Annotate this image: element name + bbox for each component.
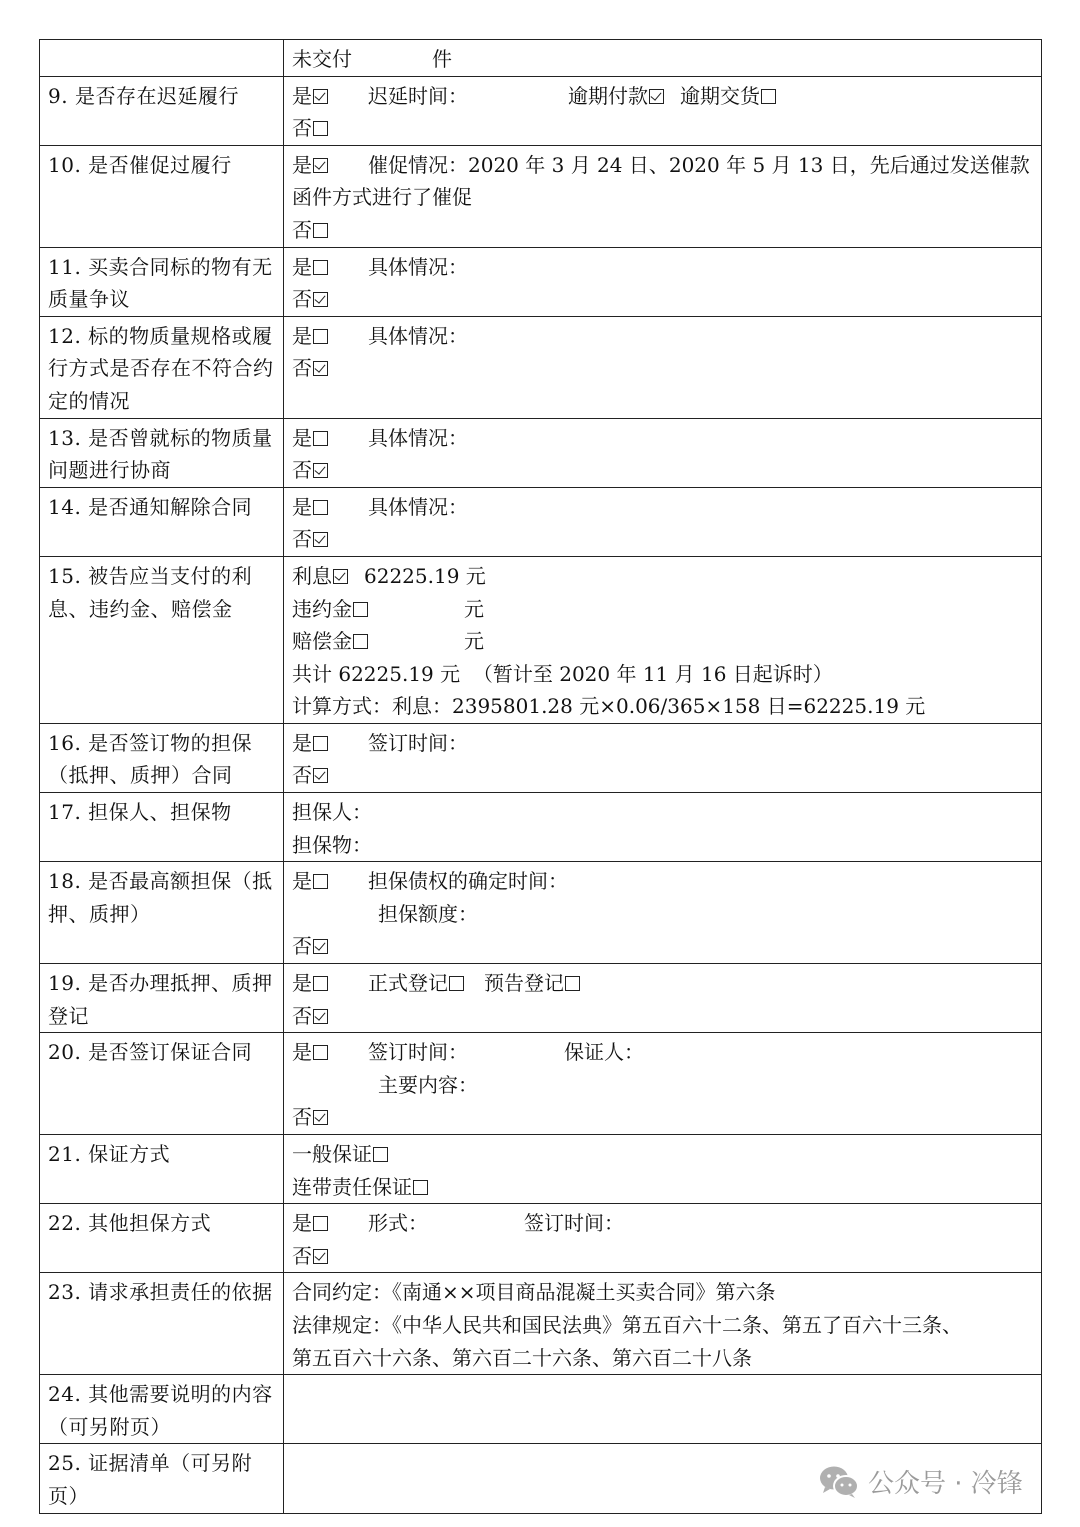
content-text: 具体情况： <box>368 425 468 450</box>
checked-box-icon[interactable] <box>313 1249 328 1264</box>
table-row <box>40 247 1042 316</box>
table-row <box>40 1033 1042 1135</box>
content-line <box>292 149 1033 182</box>
checked-box-icon[interactable] <box>313 532 328 547</box>
content-text: 是 <box>292 83 312 108</box>
checked-box-icon[interactable] <box>649 89 664 104</box>
row-content <box>284 723 1042 792</box>
content-text: 担保人： <box>292 800 372 825</box>
table-row <box>40 964 1042 1033</box>
row-label: 17. 担保人、担保物 <box>40 793 284 862</box>
table-row <box>40 1135 1042 1204</box>
checked-box-icon[interactable] <box>313 768 328 783</box>
content-text: 逾期交货 <box>680 83 760 108</box>
content-line <box>292 422 1033 455</box>
content-text: 未交付 <box>292 47 352 71</box>
checkbox-icon[interactable] <box>313 1045 328 1060</box>
content-line <box>292 214 1033 247</box>
row-content <box>284 1375 1042 1444</box>
content-text: 是 <box>292 1211 312 1236</box>
checkbox-icon[interactable] <box>353 602 368 617</box>
row-content <box>284 556 1042 723</box>
content-text: 催促情况：2020 年 3 月 24 日、2020 年 5 月 13 日，先后通过发送催款 <box>368 152 1030 177</box>
content-line <box>292 759 1033 792</box>
table-row <box>40 1273 1042 1375</box>
content-text: 是 <box>292 323 312 348</box>
checked-box-icon[interactable] <box>313 1009 328 1024</box>
content-line <box>292 1309 1033 1342</box>
row-content <box>284 487 1042 556</box>
table-row <box>40 145 1042 247</box>
content-text: 否 <box>292 287 312 312</box>
content-line <box>292 181 1033 214</box>
content-line <box>292 727 1033 760</box>
content-text: 否 <box>292 934 312 959</box>
watermark-text: 公众号 · 冷锋 <box>868 1469 1023 1499</box>
row-label: 22. 其他担保方式 <box>40 1204 284 1273</box>
watermark <box>818 1463 1023 1500</box>
row-label: 11. 买卖合同标的物有无质量争议 <box>40 247 284 316</box>
row-label: 18. 是否最高额担保（抵押、质押） <box>40 862 284 964</box>
content-text: 元 <box>464 629 484 654</box>
table-row <box>40 418 1042 487</box>
content-text: 第五百六十六条、第六百二十六条、第六百二十八条 <box>292 1345 752 1370</box>
row-label: 20. 是否签订保证合同 <box>40 1033 284 1135</box>
content-text: 是 <box>292 254 312 279</box>
row-content <box>284 1273 1042 1375</box>
row-label: 10. 是否催促过履行 <box>40 145 284 247</box>
row-label: 23. 请求承担责任的依据 <box>40 1273 284 1375</box>
checkbox-icon[interactable] <box>353 634 368 649</box>
row-content <box>284 316 1042 418</box>
checkbox-icon[interactable] <box>449 976 464 991</box>
content-text: 否 <box>292 1105 312 1130</box>
content-line <box>292 898 1033 931</box>
checkbox-icon[interactable] <box>565 976 580 991</box>
checked-box-icon[interactable] <box>333 569 348 584</box>
table-row <box>40 76 1042 145</box>
content-text: 否 <box>292 458 312 483</box>
checked-box-icon[interactable] <box>313 1110 328 1125</box>
checked-box-icon[interactable] <box>313 292 328 307</box>
content-text: 否 <box>292 1003 312 1028</box>
content-text: 一般保证 <box>292 1142 372 1166</box>
checkbox-icon[interactable] <box>313 260 328 275</box>
content-line <box>292 1069 1033 1102</box>
row-label: 12. 标的物质量规格或履行方式是否存在不符合约定的情况 <box>40 316 284 418</box>
row-content <box>284 964 1042 1033</box>
content-line <box>292 1240 1033 1273</box>
content-text: 否 <box>292 763 312 788</box>
content-text: 担保物： <box>292 832 372 857</box>
content-text: 主要内容： <box>378 1072 478 1097</box>
content-line <box>292 625 1033 658</box>
content-text: 担保额度： <box>378 901 478 926</box>
checkbox-icon[interactable] <box>313 223 328 238</box>
row-content <box>284 40 1042 77</box>
row-content <box>284 862 1042 964</box>
content-text: 是 <box>292 971 312 996</box>
checkbox-icon[interactable] <box>313 121 328 136</box>
table-row <box>40 793 1042 862</box>
content-text: 具体情况： <box>368 494 468 519</box>
table-row <box>40 723 1042 792</box>
content-line <box>292 1036 1033 1069</box>
content-line <box>292 690 1033 723</box>
form-table-body <box>40 40 1042 1514</box>
content-text: 利息 <box>292 563 332 588</box>
content-text: 是 <box>292 730 312 755</box>
content-text: 件 <box>432 47 452 71</box>
row-content <box>284 418 1042 487</box>
content-text: 元 <box>464 596 484 621</box>
content-text: 是 <box>292 1040 312 1065</box>
row-label: 25. 证据清单（可另附页） <box>40 1444 284 1513</box>
content-text: 计算方式：利息：2395801.28 元×0.06/365×158 日=62225.19 元 <box>292 694 926 719</box>
row-content <box>284 793 1042 862</box>
checkbox-icon[interactable] <box>313 874 328 889</box>
checked-box-icon[interactable] <box>313 361 328 376</box>
content-text: 法律规定：《中华人民共和国民法典》第五百六十二条、第五了百六十三条、 <box>292 1312 962 1337</box>
content-line <box>292 454 1033 487</box>
content-line <box>292 112 1033 145</box>
table-row <box>40 556 1042 723</box>
content-line <box>292 1207 1033 1240</box>
content-text: 赔偿金 <box>292 629 352 654</box>
content-text: 签订时间： <box>368 730 468 755</box>
table-row <box>40 862 1042 964</box>
checked-box-icon[interactable] <box>313 463 328 478</box>
content-text: 否 <box>292 1243 312 1268</box>
content-line <box>292 43 1033 76</box>
table-row <box>40 1375 1042 1444</box>
row-label: 19. 是否办理抵押、质押登记 <box>40 964 284 1033</box>
checked-box-icon[interactable] <box>313 939 328 954</box>
content-text: 连带责任保证 <box>292 1174 412 1199</box>
content-text: 违约金 <box>292 596 352 621</box>
content-line <box>292 796 1033 829</box>
content-line <box>292 1276 1033 1309</box>
content-line <box>292 523 1033 556</box>
checkbox-icon[interactable] <box>413 1180 428 1195</box>
content-line <box>292 1342 1033 1375</box>
content-line <box>292 352 1033 385</box>
content-text: 形式： <box>368 1211 428 1236</box>
table-row <box>40 1204 1042 1273</box>
content-text: 是 <box>292 425 312 450</box>
checkbox-icon[interactable] <box>761 89 776 104</box>
content-line <box>292 593 1033 626</box>
content-line <box>292 560 1033 593</box>
content-text: 函件方式进行了催促 <box>292 185 472 210</box>
checked-box-icon[interactable] <box>313 158 328 173</box>
content-text: 签订时间： <box>524 1211 624 1236</box>
content-line <box>292 967 1033 1000</box>
content-text: 保证人： <box>564 1040 644 1065</box>
checkbox-icon[interactable] <box>313 500 328 515</box>
content-text: 是 <box>292 869 312 894</box>
row-content <box>284 1204 1042 1273</box>
content-line <box>292 658 1033 691</box>
content-text: 否 <box>292 527 312 552</box>
row-label <box>40 40 284 77</box>
content-text: 62225.19 元 <box>364 563 486 588</box>
row-label: 14. 是否通知解除合同 <box>40 487 284 556</box>
checkbox-icon[interactable] <box>313 1216 328 1231</box>
content-text: 签订时间： <box>368 1040 468 1065</box>
content-text: 合同约定：《南通××项目商品混凝土买卖合同》第六条 <box>292 1280 776 1305</box>
row-label: 9. 是否存在迟延履行 <box>40 76 284 145</box>
content-text: 是 <box>292 152 312 177</box>
content-line <box>292 251 1033 284</box>
checkbox-icon[interactable] <box>313 736 328 751</box>
content-text: 正式登记 <box>368 971 448 996</box>
content-line <box>292 829 1033 862</box>
content-text: 是 <box>292 494 312 519</box>
content-line <box>292 930 1033 963</box>
content-text: 具体情况： <box>368 323 468 348</box>
content-text: 否 <box>292 116 312 141</box>
row-content <box>284 247 1042 316</box>
checkbox-icon[interactable] <box>313 976 328 991</box>
content-line <box>292 80 1033 113</box>
content-line <box>292 283 1033 316</box>
row-label: 24. 其他需要说明的内容（可另附页） <box>40 1375 284 1444</box>
content-line <box>292 1000 1033 1033</box>
content-line <box>292 865 1033 898</box>
content-line <box>292 491 1033 524</box>
content-text: 具体情况： <box>368 254 468 279</box>
wechat-icon <box>818 1464 860 1500</box>
row-label: 21. 保证方式 <box>40 1135 284 1204</box>
content-line <box>292 320 1033 353</box>
checkbox-icon[interactable] <box>373 1147 388 1162</box>
content-text: 迟延时间： <box>368 83 468 108</box>
content-text: 逾期付款 <box>568 83 648 108</box>
checked-box-icon[interactable] <box>313 89 328 104</box>
content-text: 担保债权的确定时间： <box>368 869 568 894</box>
row-label: 13. 是否曾就标的物质量问题进行协商 <box>40 418 284 487</box>
content-line <box>292 1101 1033 1134</box>
table-row <box>40 316 1042 418</box>
row-content <box>284 1033 1042 1135</box>
content-line <box>292 1171 1033 1204</box>
content-text: 否 <box>292 217 312 242</box>
table-row <box>40 40 1042 77</box>
checkbox-icon[interactable] <box>313 431 328 446</box>
row-label: 16. 是否签订物的担保（抵押、质押）合同 <box>40 723 284 792</box>
table-row <box>40 487 1042 556</box>
content-line <box>292 1138 1033 1171</box>
content-text: 共计 62225.19 元 （暂计至 2020 年 11 月 16 日起诉时） <box>292 661 833 686</box>
content-text: 预告登记 <box>484 971 564 996</box>
content-text: 否 <box>292 356 312 381</box>
row-content <box>284 1135 1042 1204</box>
form-table <box>39 39 1042 1514</box>
checkbox-icon[interactable] <box>313 329 328 344</box>
row-content <box>284 145 1042 247</box>
row-content <box>284 76 1042 145</box>
row-label: 15. 被告应当支付的利息、违约金、赔偿金 <box>40 556 284 723</box>
